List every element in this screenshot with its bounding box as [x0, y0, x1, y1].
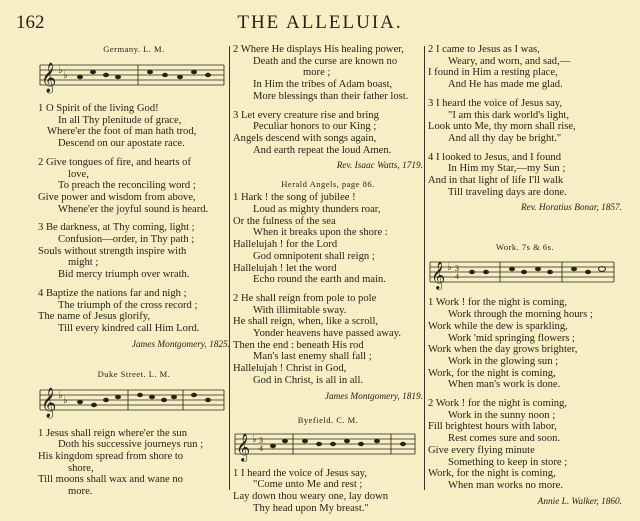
- verse-line: Hallelujah ! for the Lord: [233, 239, 338, 251]
- verse-line: 2 Work ! for the night is coming,: [428, 398, 568, 410]
- music-staff-duke-street: [38, 382, 228, 424]
- svg-text:𝄞: 𝄞: [431, 263, 446, 290]
- verse-line: Work while the dew is sparkling,: [428, 320, 568, 332]
- verse-line: 2 Where He displays His healing power,: [233, 44, 404, 55]
- verse-line: Hallelujah ! Christ in God,: [233, 363, 347, 375]
- verse-line: To preach the reconciling word ;: [58, 180, 196, 192]
- verse-line: Hallelujah ! let the word: [233, 262, 337, 274]
- verse-line: When man's work is done.: [448, 379, 561, 391]
- verse-line: In Him the tribes of Adam boast,: [253, 79, 393, 91]
- svg-text:♭: ♭: [252, 433, 257, 445]
- music-staff-byefield: [233, 428, 419, 464]
- verse-line: Or the fulness of the sea: [233, 215, 336, 227]
- verse-line: 3 Be darkness, at Thy coming, light ;: [38, 222, 195, 234]
- verse-line: 4 Baptize the nations far and nigh ;: [38, 287, 187, 299]
- stanza-germany-2: [38, 157, 230, 216]
- verse-line: Where'er the foot of man hath trod,: [47, 126, 197, 138]
- svg-text:♭: ♭: [63, 70, 68, 81]
- stanza-duke-street-2: [233, 44, 423, 103]
- stanza-germany-1: [38, 103, 230, 150]
- verse-line: Give every flying minute: [428, 444, 535, 456]
- verse-line: more ;: [303, 67, 331, 79]
- page-title: THE ALLELUIA.: [237, 12, 403, 33]
- verse-line: 1 Jesus shall reign where'er the sun: [38, 427, 188, 439]
- verse-line: Work through the morning hours ;: [448, 309, 593, 321]
- tune-heading-byefield: Byefield. C. M.: [297, 414, 359, 425]
- column-left: [38, 44, 230, 505]
- verse-line: Till moons shall wax and wane no: [38, 474, 183, 486]
- verse-line: And all thy day be bright.": [448, 132, 562, 144]
- stanza-work-2: [428, 398, 622, 492]
- stanza-duke-street-3: [233, 110, 423, 157]
- verse-line: Angels descend with songs again,: [233, 132, 377, 144]
- verse-line: Then the end : beneath His rod: [233, 339, 364, 351]
- verse-line: 4 I looked to Jesus, and I found: [428, 151, 561, 163]
- verse-line: Peculiar honors to our King ;: [253, 121, 377, 133]
- credit-herald-angels: James Montgomery, 1819.: [324, 391, 423, 402]
- stanza-germany-4: [38, 288, 230, 335]
- svg-text:𝄞: 𝄞: [41, 387, 57, 417]
- stanza-germany-3: [38, 222, 230, 281]
- tune-heading-work: Work. 7s & 6s.: [495, 242, 555, 253]
- credit-byefield: Rev. Horatius Bonar, 1857.: [520, 203, 622, 214]
- verse-line: Yonder heavens have passed away.: [253, 328, 401, 340]
- verse-line: "I am this dark world's light,: [448, 109, 569, 121]
- page-header: [0, 12, 640, 36]
- verse-line: 3 Let every creature rise and bring: [233, 109, 379, 121]
- verse-line: 1 Hark ! the song of jubilee !: [233, 192, 356, 204]
- svg-text:3: 3: [259, 435, 263, 445]
- verse-line: The triumph of the cross record ;: [58, 299, 198, 311]
- verse-line: 2 He shall reign from pole to pole: [233, 292, 377, 304]
- svg-text:♭: ♭: [447, 262, 452, 274]
- verse-line: 2 I came to Jesus as I was,: [428, 44, 540, 55]
- verse-line: Echo round the earth and main.: [253, 274, 386, 286]
- verse-line: Something to keep in store ;: [448, 456, 568, 468]
- verse-line: More blessings than their father lost.: [253, 90, 409, 102]
- column-right: [428, 44, 622, 514]
- verse-line: Man's last enemy shall fall ;: [253, 351, 372, 363]
- verse-line: Descend on our apostate race.: [58, 138, 185, 150]
- verse-line: In all Thy plenitude of grace,: [58, 114, 182, 126]
- verse-line: The name of Jesus glorify,: [38, 311, 150, 323]
- verse-line: His kingdom spread from shore to: [38, 451, 184, 463]
- column-middle: [233, 44, 423, 521]
- verse-line: Doth his successive journeys run ;: [58, 439, 204, 451]
- verse-line: Death and the curse are known no: [253, 55, 398, 67]
- verse-line: Lay down thou weary one, lay down: [233, 490, 389, 502]
- verse-line: 1 I heard the voice of Jesus say,: [233, 467, 368, 479]
- column-divider-right: [424, 46, 425, 490]
- verse-line: Work, for the night is coming,: [428, 468, 556, 480]
- verse-line: And earth repeat the loud Amen.: [253, 144, 392, 156]
- verse-line: In Him my Star,—my Sun ;: [448, 163, 566, 175]
- tune-heading-duke-street: Duke Street. L. M.: [97, 368, 171, 379]
- verse-line: more.: [68, 486, 93, 498]
- music-staff-work: [428, 255, 618, 293]
- svg-text:4: 4: [259, 443, 263, 453]
- page-number: 162: [16, 12, 45, 33]
- stanza-herald-angels-1: [233, 192, 423, 286]
- verse-line: And in that light of life I'll walk: [428, 175, 564, 187]
- verse-line: Work in the sunny noon ;: [448, 409, 556, 421]
- svg-text:𝄞: 𝄞: [236, 434, 251, 461]
- svg-text:3: 3: [455, 264, 459, 274]
- verse-line: I found in Him a resting place,: [428, 67, 558, 79]
- svg-text:4: 4: [455, 272, 459, 282]
- tune-heading-herald-angels: Herald Angels, page 86.: [281, 179, 375, 190]
- verse-line: When man works no more.: [448, 479, 564, 491]
- verse-line: Souls without strength inspire with: [38, 245, 187, 257]
- credit-germany: James Montgomery, 1825.: [131, 339, 230, 350]
- verse-line: Give power and wisdom from above,: [38, 191, 196, 203]
- credit-duke-street: Rev. Isaac Watts, 1719.: [336, 161, 423, 172]
- svg-text:♭: ♭: [58, 389, 63, 401]
- stanza-duke-street-1: [38, 428, 230, 498]
- verse-line: Bid mercy triumph over wrath.: [58, 269, 190, 281]
- verse-line: Thy head upon My breast.": [253, 502, 369, 514]
- verse-line: love,: [68, 168, 89, 180]
- verse-line: shore,: [68, 462, 94, 474]
- svg-text:♭: ♭: [63, 394, 68, 406]
- verse-line: Loud as mighty thunders roar,: [253, 204, 381, 216]
- verse-line: And He has made me glad.: [448, 79, 563, 91]
- verse-line: When it breaks upon the shore :: [253, 227, 388, 239]
- verse-line: Weary, and worn, and sad,—: [448, 55, 571, 67]
- verse-line: 2 Give tongues of fire, and hearts of: [38, 156, 191, 168]
- svg-text:𝄞: 𝄞: [41, 63, 57, 92]
- credit-work: Annie L. Walker, 1860.: [537, 496, 622, 507]
- verse-line: "Come unto Me and rest ;: [253, 479, 363, 491]
- verse-line: Fill brightest hours with labor,: [428, 421, 557, 433]
- verse-line: He shall reign, when, like a scroll,: [233, 316, 379, 328]
- verse-line: Work when the day grows brighter,: [428, 344, 578, 356]
- verse-line: 1 Work ! for the night is coming,: [428, 297, 568, 309]
- stanza-byefield-1: [233, 468, 423, 515]
- verse-line: Rest comes sure and soon.: [448, 433, 561, 445]
- verse-line: Whene'er the joyful sound is heard.: [58, 203, 209, 215]
- verse-line: God in Christ, is all in all.: [253, 374, 364, 386]
- verse-line: Work in the glowing sun ;: [448, 355, 559, 367]
- verse-line: 3 I heard the voice of Jesus say,: [428, 97, 563, 109]
- stanza-byefield-2: [428, 44, 622, 91]
- verse-line: Look unto Me, thy morn shall rise,: [428, 121, 576, 133]
- stanza-work-1: [428, 297, 622, 391]
- verse-line: Work, for the night is coming,: [428, 367, 556, 379]
- verse-line: God omnipotent shall reign ;: [253, 250, 375, 262]
- verse-line: Confusion—order, in Thy path ;: [58, 234, 195, 246]
- music-staff-germany: [38, 57, 228, 99]
- verse-line: With illimitable sway.: [253, 304, 347, 316]
- stanza-byefield-3: [428, 98, 622, 145]
- verse-line: 1 O Spirit of the living God!: [38, 103, 159, 114]
- verse-line: Work 'mid springing flowers ;: [448, 332, 575, 344]
- tune-heading-germany: Germany. L. M.: [103, 44, 165, 54]
- verse-line: Till traveling days are done.: [448, 186, 567, 198]
- svg-text:♭: ♭: [58, 65, 63, 76]
- stanza-byefield-4: [428, 152, 622, 199]
- stanza-herald-angels-2: [233, 293, 423, 387]
- verse-line: might ;: [68, 257, 99, 269]
- verse-line: Till every kindred call Him Lord.: [58, 322, 200, 334]
